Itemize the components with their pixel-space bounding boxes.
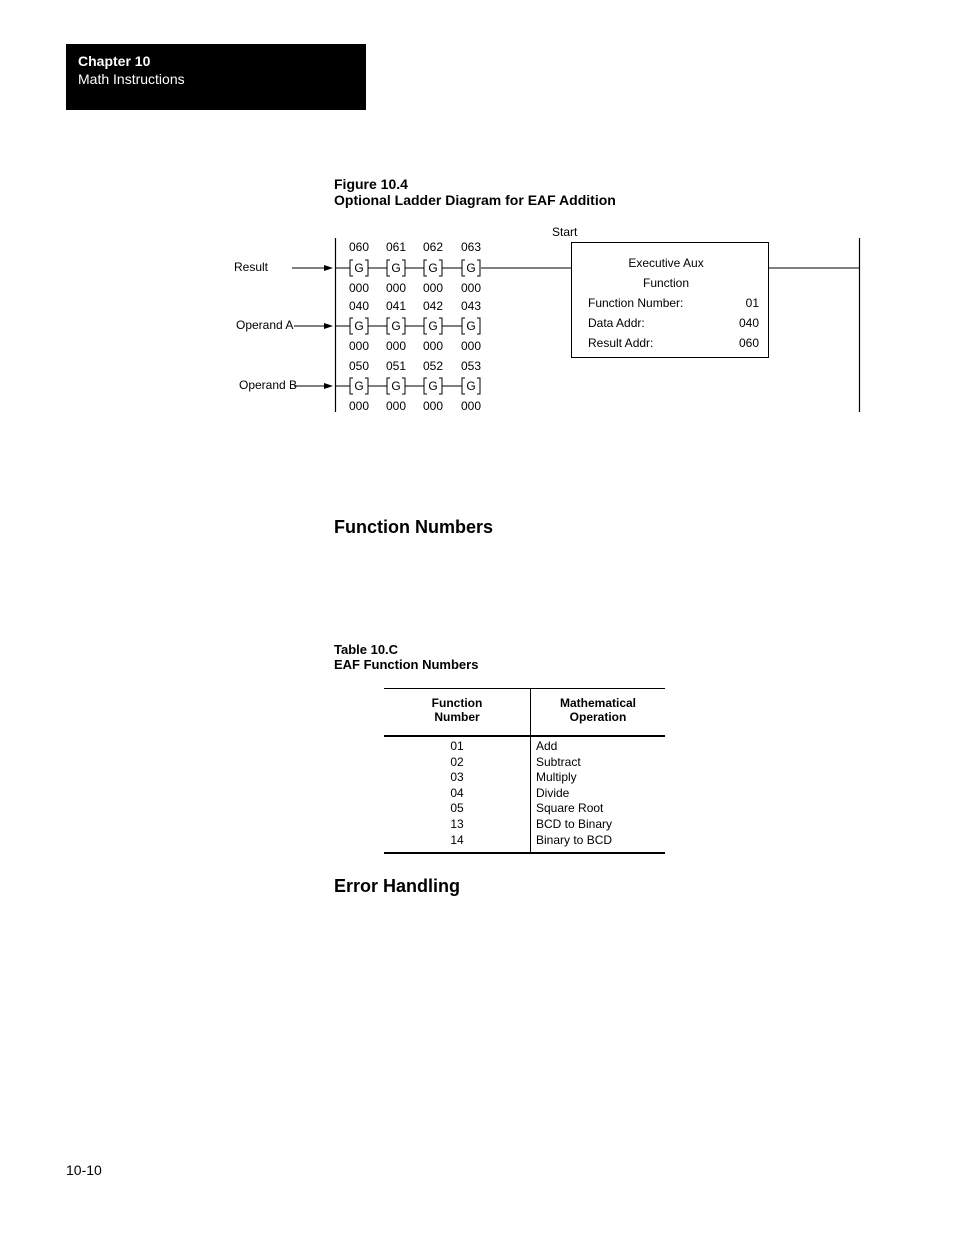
function-number-cell: 05 xyxy=(450,801,464,816)
chapter-number: Chapter 10 xyxy=(78,53,151,69)
address-label: 061 xyxy=(385,240,407,254)
ladder-diagram xyxy=(0,0,954,420)
operation-cell: BCD to Binary xyxy=(536,816,613,831)
arrow-icon xyxy=(324,323,333,329)
contact-row-operand-b xyxy=(336,359,481,413)
value-label: 000 xyxy=(422,281,444,295)
operation-column xyxy=(531,737,665,852)
block-field-value: 040 xyxy=(738,316,759,330)
block-field-value: 060 xyxy=(738,336,759,350)
address-label: 052 xyxy=(422,359,444,373)
figure-title: Optional Ladder Diagram for EAF Addition xyxy=(334,192,616,208)
contact-glyph: G xyxy=(428,319,438,333)
address-label: 051 xyxy=(385,359,407,373)
contact-glyph: G xyxy=(466,379,476,393)
header-text: Number xyxy=(434,710,480,724)
function-number-cell: 02 xyxy=(450,754,464,769)
block-title-line2: Function xyxy=(642,276,690,290)
figure-number: Figure 10.4 xyxy=(334,176,408,192)
header-mathematical-operation xyxy=(531,689,665,735)
arrow-icon xyxy=(324,383,333,389)
table-body xyxy=(384,737,665,852)
contact-glyph: G xyxy=(428,379,438,393)
row-label-operand-b: Operand B xyxy=(239,378,298,392)
operation-cell: Subtract xyxy=(536,754,581,769)
operation-cell: Multiply xyxy=(536,770,577,785)
function-number-cell: 01 xyxy=(450,739,464,753)
block-field-label: Function Number: xyxy=(588,296,684,310)
contact-row-result xyxy=(336,240,481,295)
header-text: Mathematical xyxy=(559,696,637,710)
contact-glyph: G xyxy=(391,319,401,333)
block-title-line1: Executive Aux xyxy=(628,256,704,270)
chapter-title: Math Instructions xyxy=(78,71,185,87)
address-label: 053 xyxy=(460,359,482,373)
table-title: EAF Function Numbers xyxy=(334,657,479,672)
block-field-value: 01 xyxy=(745,296,759,310)
operation-cell: Binary to BCD xyxy=(536,832,613,847)
row-label-operand-a: Operand A xyxy=(236,318,294,332)
value-label: 000 xyxy=(348,281,370,295)
contact-glyph: G xyxy=(354,261,364,275)
function-number-cell: 13 xyxy=(450,816,464,831)
block-field-label: Result Addr: xyxy=(588,336,654,350)
table-header-row xyxy=(384,689,665,737)
address-label: 050 xyxy=(348,359,370,373)
value-label: 000 xyxy=(348,339,370,353)
function-number-cell: 04 xyxy=(450,785,464,800)
address-label: 062 xyxy=(422,240,444,254)
contact-glyph: G xyxy=(354,319,364,333)
function-number-cell: 14 xyxy=(450,832,464,847)
address-label: 042 xyxy=(422,299,444,313)
contact-glyph: G xyxy=(391,261,401,275)
value-label: 000 xyxy=(460,339,482,353)
address-label: 063 xyxy=(460,240,482,254)
address-label: 043 xyxy=(460,299,482,313)
header-text: Function xyxy=(431,696,483,710)
table-caption xyxy=(334,642,478,672)
table-number: Table 10.C xyxy=(334,642,399,657)
arrow-icon xyxy=(324,265,333,271)
contact-glyph: G xyxy=(466,319,476,333)
start-label: Start xyxy=(552,225,578,239)
page-number: 10-10 xyxy=(66,1162,102,1178)
address-label: 040 xyxy=(348,299,370,313)
contact-glyph: G xyxy=(354,379,364,393)
row-label-result: Result xyxy=(234,260,269,274)
function-number-cell: 03 xyxy=(450,770,464,785)
contact-glyph: G xyxy=(391,379,401,393)
heading-function-numbers: Function Numbers xyxy=(334,517,494,537)
value-label: 000 xyxy=(460,281,482,295)
heading-error-handling: Error Handling xyxy=(334,876,461,896)
value-label: 000 xyxy=(385,281,407,295)
contact-glyph: G xyxy=(466,261,476,275)
value-label: 000 xyxy=(385,339,407,353)
contact-glyph: G xyxy=(428,261,438,275)
function-number-column xyxy=(384,737,531,852)
contact-row-operand-a xyxy=(336,299,481,353)
operation-cell: Add xyxy=(536,739,558,753)
value-label: 000 xyxy=(348,399,370,413)
header-function-number xyxy=(384,689,531,735)
address-label: 041 xyxy=(385,299,407,313)
block-field-label: Data Addr: xyxy=(588,316,645,330)
operation-cell: Square Root xyxy=(536,801,604,816)
value-label: 000 xyxy=(422,399,444,413)
operation-cell: Divide xyxy=(536,785,570,800)
eaf-function-table xyxy=(384,688,665,854)
value-label: 000 xyxy=(385,399,407,413)
header-text: Operation xyxy=(569,710,627,724)
value-label: 000 xyxy=(422,339,444,353)
address-label: 060 xyxy=(348,240,370,254)
value-label: 000 xyxy=(460,399,482,413)
